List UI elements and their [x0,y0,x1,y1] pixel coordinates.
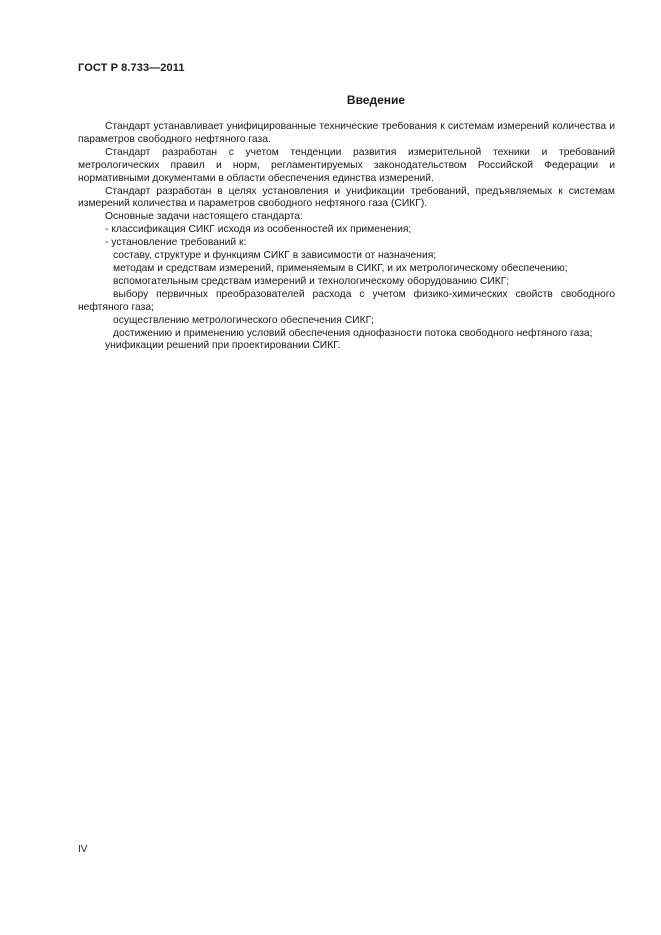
sub-item-single-phase: достижению и применению условий обеспечения однофазности потока свободного нефтяного газа; [113,327,593,339]
paragraph-purpose: Стандарт устанавливает унифицированные технические требования к системам измерений количества и параметров свободного нефтяного газа. [78,121,615,145]
sub-item-unification: унификации решений при проектировании СИКГ. [105,340,341,352]
list-item-requirements: - установление требований к: [105,237,247,249]
introduction-body [78,121,615,353]
sub-item-composition: составу, структуре и функциям СИКГ в зависимости от назначения; [113,250,437,262]
document-code-header: ГОСТ Р 8.733—2011 [78,62,185,74]
list-item-classification: - классификация СИКГ исходя из особенностей их применения; [105,224,412,236]
sub-item-auxiliary: вспомогательным средствам измерений и технологическому оборудованию СИКГ; [113,275,510,287]
section-title: Введение [346,93,406,107]
paragraph-tasks-intro: Основные задачи настоящего стандарта: [105,211,303,223]
sub-item-methods: методам и средствам измерений, применяемым в СИКГ, и их метрологическому обеспечению; [113,262,568,274]
paragraph-basis: Стандарт разработан с учетом тенденции развития измерительной техники и требований метрологических правил и норм, регламентируемых законодательством Российской Федерации и нормативными документами в области обеспечения единства измерений. [78,146,615,184]
sub-item-flow-converters: выбору первичных преобразователей расхода с учетом физико-химических свойств свободного нефтяного газа; [78,288,615,313]
paragraph-goal: Стандарт разработан в целях установления и унификации требований, предъявляемых к системам измерений количества и параметров свободного нефтяного газа (СИКГ). [78,185,615,210]
sub-item-metrology: осуществлению метрологического обеспечения СИКГ; [113,314,375,326]
page-number: IV [78,844,88,855]
